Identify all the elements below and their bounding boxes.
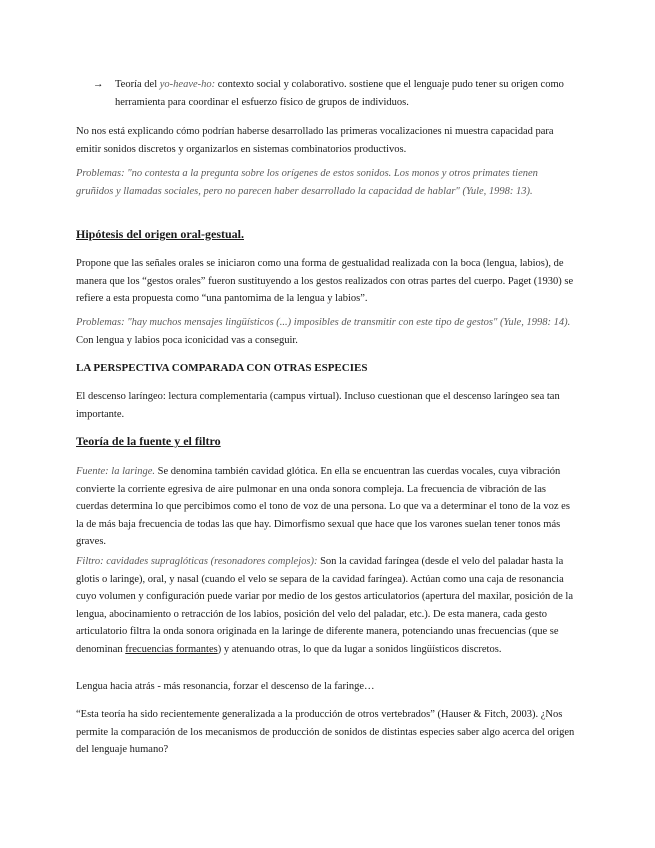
paragraph-problems-1: Problemas: "no contesta a la pregunta sobre los orígenes de estos sonidos. Los monos y otros primates tienen gruñidos y llamadas sociales, pero no parecen haber desarrollado la capacidad de hablar" (Yule, 1998: 13). (76, 168, 538, 197)
paragraph-hauser-fitch: “Esta teoría ha sido recientemente generalizada a la producción de otros vertebrados” (Hauser & Fitch, 2003). ¿Nos permite la comparación de los mecanismos de producción de sonidos de distintas especies saber algo acerca del origen del lenguaje humano? (76, 709, 575, 755)
paragraph-vocalizations: No nos está explicando cómo podrían haberse desarrollado las primeras vocalizaciones ni muestra capacidad para emitir sonidos discretos y organizarlos en sistemas combinatorios productivos. (76, 126, 554, 155)
arrow-bullet-icon: → (93, 79, 104, 90)
formant-frequencies-term: frecuencias formantes (125, 643, 218, 655)
paragraph-tongue-resonance: Lengua hacia atrás - más resonancia, forzar el descenso de la faringe… (76, 681, 375, 692)
bullet-text: Teoría del yo-heave-ho: contexto social y colaborativo. sostiene que el lenguaje pudo tener su origen como herramienta para coordinar el esfuerzo físico de grupos de individuos. (115, 79, 564, 108)
bullet-term: yo-heave-ho: (159, 79, 216, 90)
paragraph-laryngeal-descent: El descenso laríngeo: lectura complementaria (campus virtual). Incluso cuestionan que el descenso laríngeo sea tan importante. (76, 391, 560, 420)
paragraph-problems-2: Problemas: "hay muchos mensajes lingüísticos (...) imposibles de transmitir con este tipo de gestos" (Yule, 1998: 14). Con lengua y labios poca iconicidad vas a conseguir. (76, 317, 571, 346)
paragraph-filter: Filtro: cavidades supraglóticas (resonadores complejos): Son la cavidad faríngea (desde el velo del paladar hasta la glotis o laringe), oral, y nasal (cuando el velo se separa de la cavidad faríngea). Actúan como una caja de resonancia cuyo volumen y configuración puede variar por medio de los gestos articulatorios (apertura del maxilar, posición de la lengua, abocinamiento o retracción de los labios, posición del velo del paladar, etc.). De esta manera, cada gesto articulatorio filtra la onda sonora originada en la laringe de diferente manera, potenciando unas frecuencias (que se denominan frecuencias formantes) y atenuando otras, lo que da lugar a sonidos lingüísticos discretos. (76, 556, 574, 655)
heading-comparative-perspective: LA PERSPECTIVA COMPARADA CON OTRAS ESPECIES (76, 362, 368, 374)
paragraph-oral-gestural: Propone que las señales orales se iniciaron como una forma de gestualidad realizada con la boca (lengua, labios), de manera que los “gestos orales” fueron sustituyendo a los gestos realizados con otras partes del cuerpo. Paget (1930) se refiere a esta propuesta como “una pantomima de la lengua y labios”. (76, 258, 574, 304)
heading-source-filter: Teoría de la fuente y el filtro (76, 434, 221, 448)
bullet-yo-heave-ho (93, 76, 568, 111)
heading-oral-gestural: Hipótesis del origen oral-gestual. (76, 227, 244, 241)
paragraph-source: Fuente: la laringe. Se denomina también cavidad glótica. En ella se encuentran las cuerdas vocales, cuya vibración convierte la corriente egresiva de aire pulmonar en una onda sonora compleja. La frecuencia de vibración de las cuerdas determina lo que percibimos como el tono de voz de una persona. Lo que va a determinar el tono de la voz es la de más baja frecuencia de todas las que hay. Dimorfismo sexual que hace que los varones suelan tener tonos más graves. (76, 466, 570, 547)
